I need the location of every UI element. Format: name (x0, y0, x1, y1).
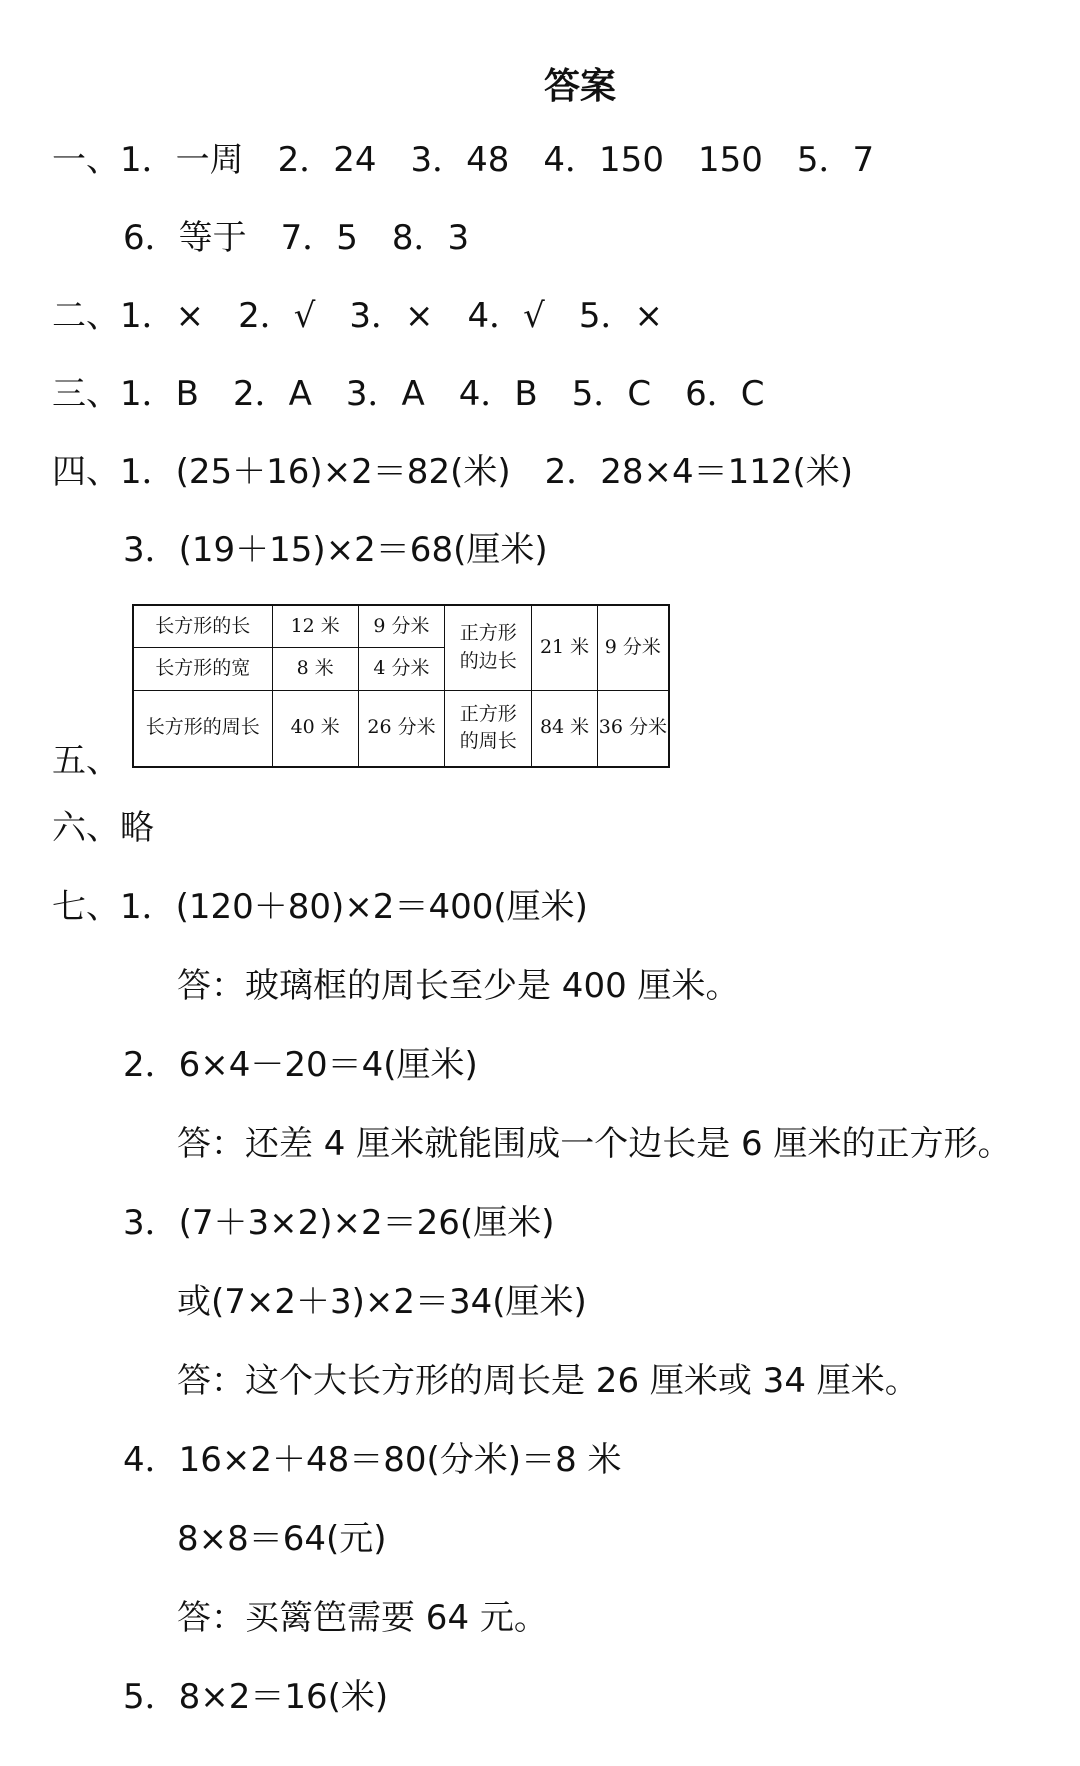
cell-square-side-label (445, 605, 532, 690)
cell-perim-a: 40 米 (272, 690, 358, 767)
section-7-a2: 答：还差 4 厘米就能围成一个边长是 6 厘米的正方形。 (177, 1124, 1012, 1164)
section-7-a3: 答：这个大长方形的周长是 26 厘米或 34 厘米。 (177, 1361, 919, 1401)
cell-rect-perimeter-label: 长方形的周长 (133, 690, 272, 767)
cell-width-b: 4 分米 (358, 648, 444, 691)
square-perimeter-label-text: 正方形的周长 (459, 702, 517, 753)
section-7-q4b: 8×8＝64(元) (177, 1519, 387, 1559)
section-2-line: 二、1．× 2．√ 3．× 4．√ 5．× (52, 296, 663, 336)
cell-perim-b: 26 分米 (358, 690, 444, 767)
section-7-q2: 2．6×4－20＝4(厘米) (123, 1045, 478, 1085)
cell-rect-length-label: 长方形的长 (133, 605, 272, 648)
answer-table (132, 604, 670, 768)
page-title: 答案 (543, 66, 616, 107)
cell-side-b: 9 分米 (597, 605, 669, 690)
section-6-line: 六、略 (52, 808, 154, 848)
cell-sq-perim-a: 84 米 (532, 690, 597, 767)
section-7-q3b: 或(7×2＋3)×2＝34(厘米) (177, 1282, 587, 1322)
section-7-a4: 答：买篱笆需要 64 元。 (177, 1598, 548, 1638)
section-1-line-2: 6．等于 7．5 8．3 (123, 218, 470, 258)
section-7-q3: 3．(7＋3×2)×2＝26(厘米) (123, 1203, 555, 1243)
cell-length-b: 9 分米 (358, 605, 444, 648)
cell-sq-perim-b: 36 分米 (597, 690, 669, 767)
cell-length-a: 12 米 (272, 605, 358, 648)
cell-side-a: 21 米 (532, 605, 597, 690)
section-5-label: 五、 (52, 741, 120, 781)
cell-square-perimeter-label (445, 690, 532, 767)
section-4-line-2: 3．(19＋15)×2＝68(厘米) (123, 530, 548, 570)
cell-rect-width-label: 长方形的宽 (133, 648, 272, 691)
section-4-line-1: 四、1．(25＋16)×2＝82(米) 2．28×4＝112(米) (52, 452, 854, 492)
section-7-q4: 4．16×2＋48＝80(分米)＝8 米 (123, 1440, 622, 1480)
section-7-a1: 答：玻璃框的周长至少是 400 厘米。 (177, 966, 740, 1006)
section-3-line: 三、1．B 2．A 3．A 4．B 5．C 6．C (52, 374, 765, 414)
section-7-q5: 5．8×2＝16(米) (123, 1677, 389, 1717)
section-1-line-1: 一、1．一周 2．24 3．48 4．150 150 5．7 (52, 140, 875, 180)
cell-width-a: 8 米 (272, 648, 358, 691)
square-side-label-text: 正方形的边长 (459, 622, 517, 672)
section-7-q1: 七、1．(120＋80)×2＝400(厘米) (52, 887, 588, 927)
